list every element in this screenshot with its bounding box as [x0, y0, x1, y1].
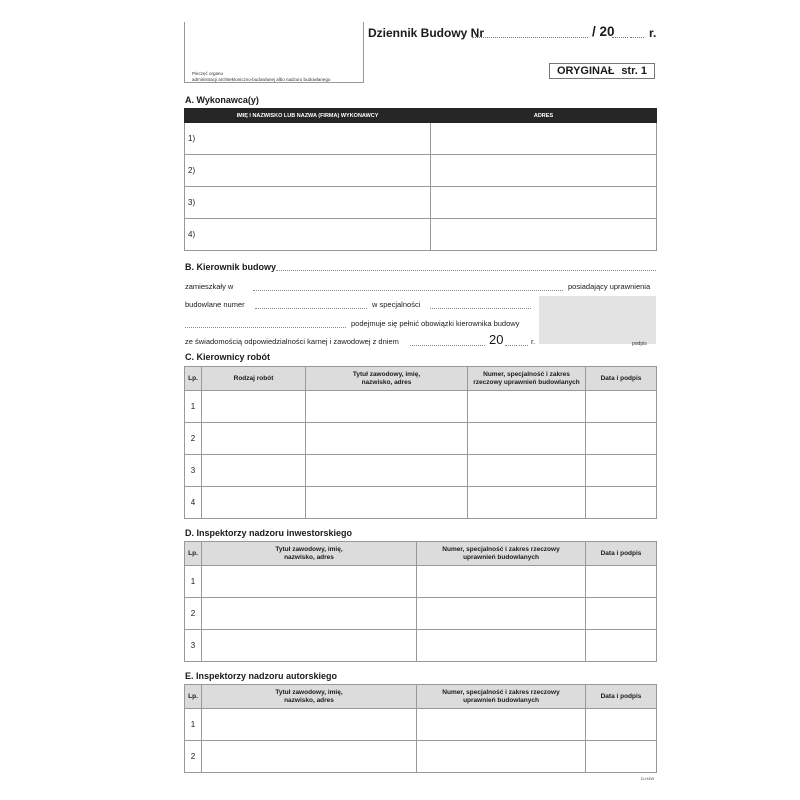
lp-cell: 1 [185, 391, 202, 423]
specialty-field[interactable] [430, 308, 531, 309]
contractors-table [184, 108, 657, 251]
row-number-cell[interactable]: 4) [185, 219, 431, 251]
address-cell[interactable] [431, 155, 657, 187]
row-number-cell[interactable]: 1) [185, 123, 431, 155]
stamp-caption-line-1: Pieczęć organu [192, 71, 224, 76]
date-signature-cell[interactable] [586, 709, 657, 741]
table-row [185, 741, 657, 773]
date-signature-cell[interactable] [586, 630, 657, 662]
lp-cell: 2 [185, 598, 202, 630]
stamp-caption-line-2: administracji architektoniczno-budowlanej albo nadzoru budowlanego [192, 76, 331, 82]
column-header-title-name-text: Tytuł zawodowy, imię, nazwisko, adres [352, 370, 421, 386]
title-name-cell[interactable] [306, 423, 468, 455]
work-type-cell[interactable] [202, 423, 306, 455]
license-number-label: budowlane numer [185, 300, 245, 309]
title-name-cell[interactable] [202, 630, 417, 662]
work-type-cell[interactable] [202, 487, 306, 519]
table-row [185, 709, 657, 741]
table-row [185, 187, 657, 219]
table-header-row [185, 109, 657, 123]
start-year-suffix: r. [531, 337, 536, 346]
license-cell[interactable] [417, 598, 586, 630]
license-cell[interactable] [417, 709, 586, 741]
date-signature-cell[interactable] [586, 391, 657, 423]
start-year-field-2[interactable] [519, 345, 528, 346]
journal-year-prefix: / 20 [592, 24, 615, 39]
date-signature-cell[interactable] [586, 423, 657, 455]
column-header-license-text: Numer, specjalność i zakres rzeczowy uprawnień budowlanych [442, 545, 560, 561]
license-cell[interactable] [468, 423, 586, 455]
table-row [185, 155, 657, 187]
site-manager-name-field[interactable] [276, 270, 656, 271]
address-cell[interactable] [431, 219, 657, 251]
column-header-date-signature: Data i podpis [586, 542, 657, 566]
row-number-cell[interactable]: 2) [185, 155, 431, 187]
column-header-lp: Lp. [185, 542, 202, 566]
author-inspectors-table [184, 684, 657, 773]
original-box [549, 63, 655, 79]
works-managers-table [184, 366, 657, 519]
column-header-date-signature: Data i podpis [586, 685, 657, 709]
date-signature-cell[interactable] [586, 566, 657, 598]
original-label: ORYGINAŁ [557, 65, 615, 77]
title-name-cell[interactable] [306, 455, 468, 487]
lp-cell: 1 [185, 709, 202, 741]
table-header-row [185, 542, 657, 566]
lp-cell: 4 [185, 487, 202, 519]
column-header-date-signature: Data i podpis [586, 367, 657, 391]
date-signature-cell[interactable] [586, 455, 657, 487]
residence-field[interactable] [253, 290, 563, 291]
column-header-work-type: Rodzaj robót [202, 367, 306, 391]
page-label: str. 1 [621, 65, 647, 77]
title-name-cell[interactable] [202, 598, 417, 630]
table-header-row [185, 367, 657, 391]
awareness-label: ze świadomością odpowiedzialności karnej i zawodowej z dniem [185, 337, 399, 346]
work-type-cell[interactable] [202, 391, 306, 423]
specialty-label: w specjalności [372, 300, 421, 309]
lp-cell: 1 [185, 566, 202, 598]
table-row [185, 455, 657, 487]
table-row [185, 391, 657, 423]
license-cell[interactable] [468, 455, 586, 487]
section-b-title: B. Kierownik budowy [185, 262, 277, 272]
signature-box[interactable] [539, 296, 656, 344]
start-year-prefix: 20 [489, 332, 504, 347]
section-c-title: C. Kierownicy robót [185, 352, 271, 362]
license-cell[interactable] [417, 566, 586, 598]
title-name-cell[interactable] [202, 709, 417, 741]
license-number-field[interactable] [255, 308, 367, 309]
column-header-address: ADRES [431, 109, 657, 123]
signature-label: podpis [632, 341, 647, 347]
journal-number-field[interactable] [472, 37, 588, 38]
table-row [185, 219, 657, 251]
license-cell[interactable] [468, 487, 586, 519]
column-header-title-name-text: Tytuł zawodowy, imię, nazwisko, adres [275, 688, 343, 704]
column-header-license [468, 367, 586, 391]
address-cell[interactable] [431, 123, 657, 155]
lp-cell: 2 [185, 423, 202, 455]
start-date-field[interactable] [410, 345, 485, 346]
investor-inspectors-table [184, 541, 657, 662]
title-name-cell[interactable] [306, 487, 468, 519]
column-header-license [417, 542, 586, 566]
column-header-title-name [306, 367, 468, 391]
lp-cell: 3 [185, 455, 202, 487]
column-header-lp: Lp. [185, 685, 202, 709]
journal-year-field-2[interactable] [630, 37, 644, 38]
table-row [185, 566, 657, 598]
work-type-cell[interactable] [202, 455, 306, 487]
residing-label: zamieszkały w [185, 282, 234, 291]
date-signature-cell[interactable] [586, 487, 657, 519]
license-cell[interactable] [417, 630, 586, 662]
row-number-cell[interactable]: 3) [185, 187, 431, 219]
table-row [185, 598, 657, 630]
column-header-title-name [202, 685, 417, 709]
column-header-title-name [202, 542, 417, 566]
column-header-license [417, 685, 586, 709]
stamp-caption [192, 71, 330, 82]
date-signature-cell[interactable] [586, 598, 657, 630]
stamp-box [184, 22, 364, 83]
undertake-label: podejmuje się pełnić obowiązki kierownika budowy [351, 319, 520, 328]
journal-title: Dziennik Budowy Nr [368, 26, 485, 40]
license-cell[interactable] [468, 391, 586, 423]
lp-cell: 3 [185, 630, 202, 662]
license-cell[interactable] [417, 741, 586, 773]
section-e-title: E. Inspektorzy nadzoru autorskiego [185, 671, 338, 681]
column-header-title-name-text: Tytuł zawodowy, imię, nazwisko, adres [275, 545, 343, 561]
section-a-title: A. Wykonawca(y) [185, 95, 259, 105]
form-code: D-H4W [641, 776, 655, 781]
table-header-row [185, 685, 657, 709]
specialty-field-continued[interactable] [185, 327, 346, 328]
table-row [185, 123, 657, 155]
title-name-cell[interactable] [306, 391, 468, 423]
column-header-name: IMIĘ I NAZWISKO LUB NAZWA (FIRMA) WYKONAWCY [185, 109, 431, 123]
column-header-license-text: Numer, specjalność i zakres rzeczowy uprawnień budowlanych [442, 688, 560, 704]
column-header-lp: Lp. [185, 367, 202, 391]
table-row [185, 487, 657, 519]
journal-year-suffix: r. [649, 26, 657, 40]
column-header-license-text: Numer, specjalność i zakres rzeczowy uprawnień budowlanych [473, 370, 580, 386]
section-d-title: D. Inspektorzy nadzoru inwestorskiego [185, 528, 353, 538]
title-name-cell[interactable] [202, 741, 417, 773]
date-signature-cell[interactable] [586, 741, 657, 773]
having-rights-label: posiadający uprawnienia [568, 282, 651, 291]
lp-cell: 2 [185, 741, 202, 773]
journal-year-field-1[interactable] [612, 37, 628, 38]
table-row [185, 630, 657, 662]
table-row [185, 423, 657, 455]
start-year-field-1[interactable] [505, 345, 517, 346]
address-cell[interactable] [431, 187, 657, 219]
title-name-cell[interactable] [202, 566, 417, 598]
